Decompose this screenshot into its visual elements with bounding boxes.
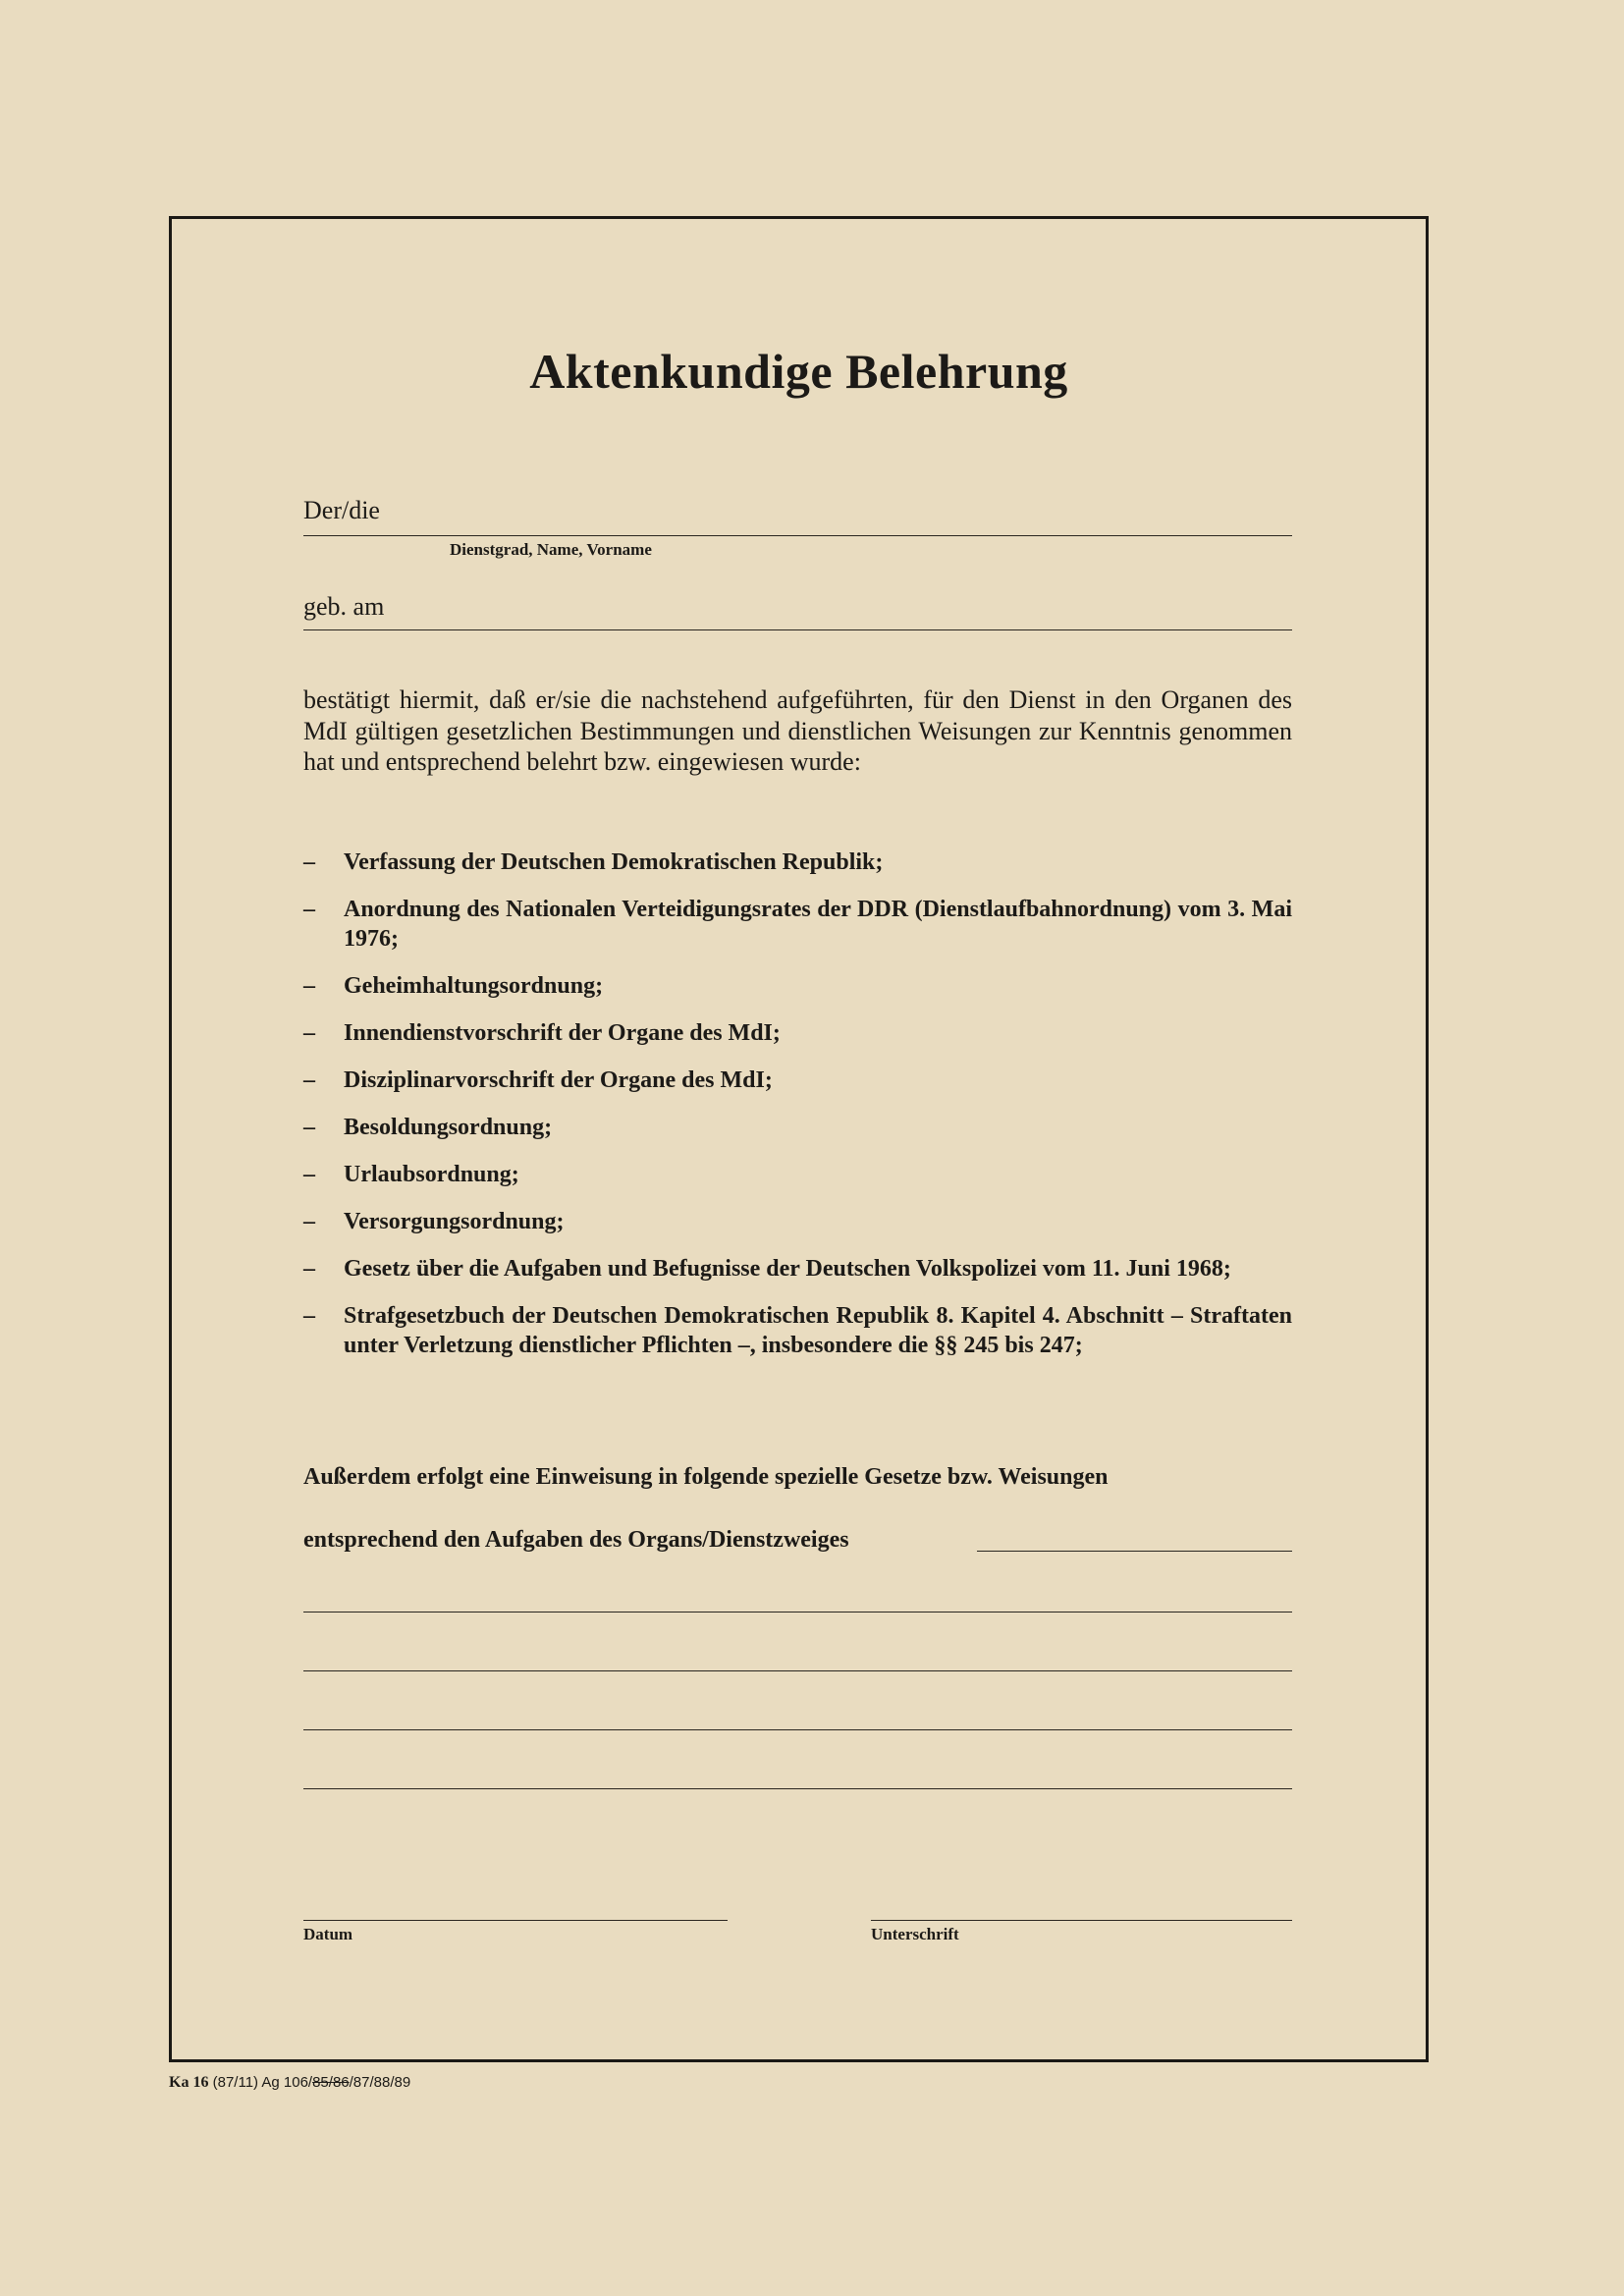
der-die-label: Der/die — [303, 496, 380, 524]
write-line[interactable] — [303, 1612, 1292, 1613]
list-item — [303, 1301, 1292, 1360]
list-item — [303, 971, 1292, 1001]
form-frame — [169, 216, 1429, 2062]
write-line[interactable] — [303, 1729, 1292, 1730]
name-field-caption: Dienstgrad, Name, Vorname — [450, 540, 652, 559]
dash-marker: – — [303, 1067, 315, 1093]
list-item-text: Strafgesetzbuch der Deutschen Demokratischen Republik 8. Kapitel 4. Abschnitt – Straftaten unter Verletzung dienstlicher Pflichten –, insbesondere die §§ 245 bis 247; — [344, 1303, 1292, 1358]
dash-marker: – — [303, 1020, 315, 1046]
list-item — [303, 1160, 1292, 1189]
extra-instructions-line-1: Außerdem erfolgt eine Einweisung in folgende spezielle Gesetze bzw. Weisungen — [303, 1464, 1109, 1490]
signature-line[interactable] — [871, 1920, 1292, 1921]
name-field-line[interactable] — [303, 535, 1292, 536]
birth-field-row — [303, 592, 1292, 622]
form-reference-struck: 85/86 — [312, 2074, 350, 2091]
write-line[interactable] — [303, 1670, 1292, 1671]
list-item — [303, 1018, 1292, 1048]
extra-instructions-write-line[interactable] — [977, 1551, 1292, 1552]
list-item — [303, 1254, 1292, 1284]
list-item-text: Disziplinarvorschrift der Organe des MdI; — [344, 1067, 773, 1093]
dash-marker: – — [303, 897, 315, 922]
list-item-text: Geheimhaltungsordnung; — [344, 973, 604, 999]
dash-marker: – — [303, 1162, 315, 1187]
form-reference-part2: /87/88/89 — [349, 2074, 411, 2091]
name-field-row — [303, 496, 1292, 525]
date-line[interactable] — [303, 1920, 728, 1921]
list-item — [303, 895, 1292, 954]
list-item-text: Versorgungsordnung; — [344, 1209, 565, 1234]
form-reference-part1: (87/11) Ag 106/ — [212, 2074, 313, 2091]
intro-paragraph: bestätigt hiermit, daß er/sie die nachstehend aufgeführten, für den Dienst in den Organen des MdI gültigen gesetzlichen Bestimmungen und dienstlichen Weisungen zur Kenntnis genommen hat und entsprechend belehrt bzw. eingewiesen wurde: — [303, 685, 1292, 776]
signature-label: Unterschrift — [871, 1925, 959, 1943]
list-item — [303, 1207, 1292, 1236]
list-item-text: Verfassung der Deutschen Demokratischen Republik; — [344, 849, 884, 875]
list-item — [303, 847, 1292, 877]
date-label: Datum — [303, 1925, 353, 1943]
list-item — [303, 1113, 1292, 1142]
list-item-text: Besoldungsordnung; — [344, 1115, 553, 1140]
form-reference-footer — [169, 2074, 410, 2092]
list-item-text: Anordnung des Nationalen Verteidigungsrates der DDR (Dienstlaufbahnordnung) vom 3. Mai 1976; — [344, 897, 1292, 952]
birth-date-line[interactable] — [303, 629, 1292, 630]
extra-instructions-line-2: entsprechend den Aufgaben des Organs/Dienstzweiges — [303, 1527, 849, 1553]
form-title: Aktenkundige Belehrung — [529, 344, 1068, 399]
dash-marker: – — [303, 1256, 315, 1282]
list-item-text: Urlaubsordnung; — [344, 1162, 519, 1187]
form-code: Ka 16 — [169, 2074, 209, 2091]
list-item — [303, 1066, 1292, 1095]
dash-marker: – — [303, 1209, 315, 1234]
dash-marker: – — [303, 1303, 315, 1329]
list-item-text: Innendienstvorschrift der Organe des MdI; — [344, 1020, 781, 1046]
regulations-list — [303, 847, 1292, 1378]
dash-marker: – — [303, 849, 315, 875]
list-item-text: Gesetz über die Aufgaben und Befugnisse der Deutschen Volkspolizei vom 11. Juni 1968; — [344, 1256, 1231, 1282]
dash-marker: – — [303, 1115, 315, 1140]
dash-marker: – — [303, 973, 315, 999]
birth-date-label: geb. am — [303, 592, 385, 621]
write-line[interactable] — [303, 1788, 1292, 1789]
